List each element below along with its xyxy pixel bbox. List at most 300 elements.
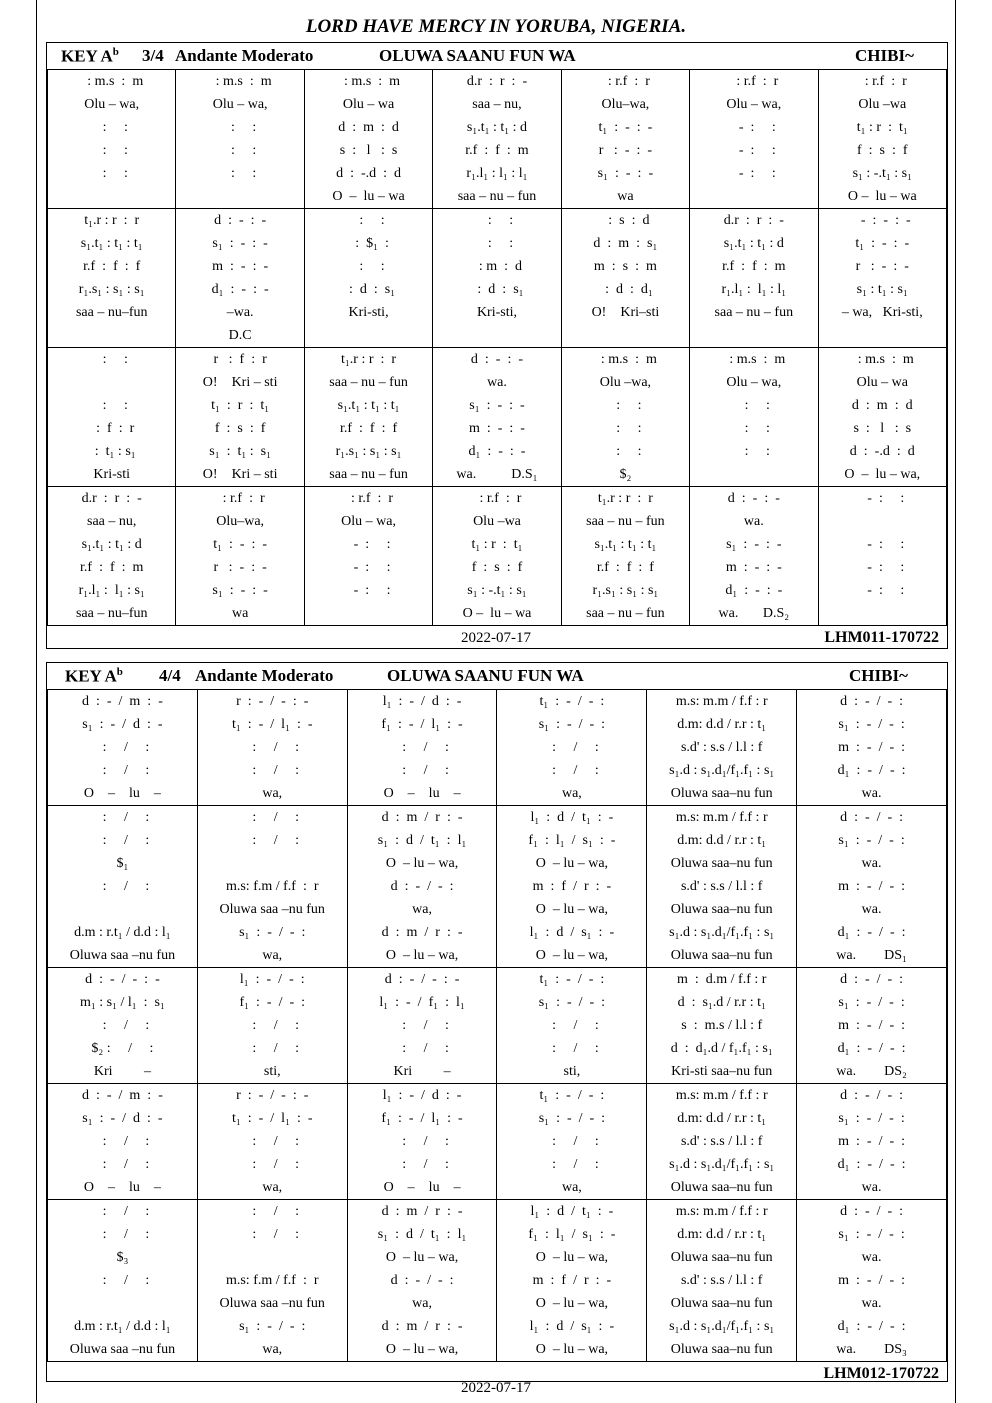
solfa-line: d.r : r : - [81, 491, 142, 506]
key-flat: b [116, 666, 123, 678]
page-title: LORD HAVE MERCY IN YORUBA, NIGERIA. [305, 16, 687, 37]
solfa-line [562, 324, 689, 347]
solfa-line: s₁ : - / - : [538, 1111, 606, 1126]
measure-cell [561, 348, 689, 487]
measure-cell [176, 209, 304, 348]
solfa-line: $₃ [116, 1250, 129, 1265]
measure-cell [347, 806, 497, 968]
solfa-line: : $₁ : [348, 236, 389, 251]
solfa-line: l₁ : - / f₁ : l₁ [379, 995, 465, 1010]
solfa-line: s.d' : s.s / l.l : f [680, 1273, 763, 1288]
solfa-line: d.r : r : - [466, 74, 528, 89]
solfa-line: : / : [95, 1018, 150, 1033]
solfa-line: saa – nu – fun [329, 375, 408, 390]
solfa-line: m.s: m.m / f.f : r [675, 1088, 768, 1103]
solfa-line: m : f / r : - [532, 879, 612, 894]
measure-cell [304, 348, 432, 487]
song-title: OLUWA SAANU FUN WA [379, 46, 576, 65]
music-sheet-4-4 [46, 662, 948, 1382]
solfa-line: r.f : f : m [722, 259, 786, 274]
solfa-line: : r.f : r [215, 491, 265, 506]
solfa-line: m : s : m [593, 259, 657, 274]
solfa-line: : : [95, 120, 128, 135]
solfa-line: : s : d [601, 213, 650, 228]
measure-cell [561, 209, 689, 348]
measure-cell [433, 209, 561, 348]
solfa-line: : / : [95, 810, 150, 825]
solfa-line: : / : [245, 763, 300, 778]
solfa-line: : / : [95, 833, 150, 848]
solfa-line: wa. DS₃ [836, 1342, 907, 1357]
solfa-line: m.s: m.m / f.f : r [675, 1204, 768, 1219]
sheet-code: LHM011-170722 [824, 629, 939, 646]
solfa-line: d.m: d.d / r.r : t₁ [677, 717, 767, 732]
composer: CHIBI~ [849, 666, 908, 685]
solfa-line: sti, [563, 1064, 581, 1079]
solfa-line: : / : [245, 1018, 300, 1033]
solfa-line: d₁ : - / - : [837, 763, 906, 778]
solfa-line: wa, [412, 902, 432, 917]
solfa-line: O – lu – wa, [535, 1342, 609, 1357]
solfa-line: wa, [561, 786, 582, 801]
solfa-line: : : [737, 444, 770, 459]
solfa-line: O – lu – [83, 1180, 161, 1195]
solfa-line: r.f : f : m [465, 143, 529, 158]
solfa-line: s₁.t₁ : t₁ : t₁ [337, 398, 400, 413]
solfa-line: s₁ : - / d : - [82, 717, 163, 732]
solfa-line: Oluwa saa–nu fun [670, 1180, 773, 1195]
key-flat: b [112, 46, 119, 58]
solfa-line: t₁ : - : - [213, 537, 268, 552]
measure-cell [347, 1084, 497, 1200]
solfa-line: : / : [95, 879, 150, 894]
solfa-line: D.C [228, 328, 252, 343]
solfa-line: saa – nu – fun [329, 467, 408, 482]
solfa-line: saa – nu–fun [75, 606, 148, 621]
solfa-line: l₁ : d / s₁ : - [529, 1319, 615, 1334]
measure-cell [176, 70, 304, 209]
solfa-line: m : - : - [212, 259, 269, 274]
solfa-line: s₁ : t₁ : s₁ [856, 282, 908, 297]
solfa-line: : : [480, 236, 514, 251]
solfa-line: s₁ : - / - : [838, 833, 905, 848]
solfa-line: sti, [263, 1064, 281, 1079]
solfa-line: s₁ : - : - [212, 236, 268, 251]
solfa-line [819, 510, 946, 533]
tempo-marking: Andante Moderato [175, 46, 314, 65]
measure-cell [690, 70, 818, 209]
solfa-line: s₁ : - / - : [838, 717, 905, 732]
solfa-line [305, 324, 432, 347]
solfa-line: s₁ : - : - [469, 398, 525, 413]
solfa-line: Kri – [393, 1064, 451, 1079]
measure-cell [433, 348, 561, 487]
solfa-line: : : [609, 398, 642, 413]
solfa-line: : : [737, 398, 770, 413]
solfa-line: wa, [412, 1296, 432, 1311]
solfa-line: : m.s : m [337, 74, 401, 89]
solfa-line: : m.s : m [850, 352, 914, 367]
solfa-line: O – lu – wa, [385, 1342, 459, 1357]
solfa-line: d₁ : - : - [725, 583, 783, 598]
solfa-line: Olu – wa, [341, 514, 396, 529]
solfa-line: s₁.d : s₁.d₁/f₁.f₁ : s₁ [669, 763, 775, 778]
solfa-line: d : - / - : [840, 810, 904, 825]
solfa-line: : / : [545, 763, 599, 778]
solfa-line: d.m : r.t₁ / d.d : l₁ [74, 1319, 171, 1334]
solfa-line: Kri-sti, [476, 305, 517, 320]
solfa-line: : / : [395, 1157, 449, 1172]
solfa-line: r.f : f : f [83, 259, 141, 274]
solfa-line: m.s: f.m / f.f : r [225, 1273, 319, 1288]
solfa-line: : t₁ : s₁ [87, 444, 136, 459]
measure-cell [797, 806, 947, 968]
solfa-line: r₁.l₁ : l₁ : l₁ [466, 166, 528, 181]
solfa-line: wa. [487, 375, 507, 390]
system-row [48, 348, 947, 487]
solfa-line: wa, [262, 1180, 283, 1195]
solfa-line: s₁ : - / - : [538, 995, 606, 1010]
solfa-line: : : [95, 352, 128, 367]
measure-cell [647, 806, 797, 968]
solfa-line: d : - : - [470, 352, 524, 367]
solfa-line: : f : r [89, 421, 135, 436]
solfa-line: : : [223, 166, 257, 181]
solfa-line: d : - / - : [840, 694, 904, 709]
solfa-line: t₁ : r : t₁ [856, 120, 908, 135]
solfa-line: saa – nu – fun [457, 189, 537, 204]
solfa-line: d : - / - : [390, 1273, 454, 1288]
solfa-line: r : - : - [855, 259, 909, 274]
measure-cell [197, 1084, 347, 1200]
solfa-line: d₁ : - / - : [837, 1319, 906, 1334]
solfa-line: - : : [860, 537, 905, 552]
solfa-line: d : - / m : - [81, 1088, 163, 1103]
solfa-line: m : - / - : [838, 1134, 906, 1149]
measure-cell [647, 1084, 797, 1200]
solfa-line: f₁ : - / - : [239, 995, 306, 1010]
solfa-line: : / : [245, 740, 300, 755]
solfa-line: : / : [395, 1018, 449, 1033]
solfa-line: : : [609, 444, 642, 459]
solfa-line: : / : [245, 833, 300, 848]
solfa-line: wa [617, 189, 634, 204]
solfa-line: d : - / - : - [384, 972, 460, 987]
solfa-line: l₁ : - / d : - [382, 1088, 462, 1103]
solfa-line: - : : [860, 583, 905, 598]
solfa-line: s₁ : - / - : [838, 1227, 905, 1242]
solfa-line: Olu –wa [858, 97, 907, 112]
solfa-line: wa, [561, 1180, 582, 1195]
solfa-line: f : s : f [471, 560, 523, 575]
solfa-line: O – lu – wa, [535, 948, 609, 963]
solfa-line: O! Kri – sti [202, 467, 278, 482]
solfa-line: d : m / r : - [381, 925, 463, 940]
measure-cell [304, 209, 432, 348]
measure-cell [497, 968, 647, 1084]
measure-cell [347, 1200, 497, 1362]
solfa-line: : r.f : r [857, 74, 907, 89]
solfa-line: d : s₁.d / r.r : t₁ [677, 995, 766, 1010]
measure-cell [347, 968, 497, 1084]
solfa-line: : : [95, 398, 128, 413]
solfa-line: : r.f : r [344, 491, 394, 506]
solfa-line: : / : [545, 1134, 599, 1149]
measure-cell [690, 348, 818, 487]
solfa-line: r₁.l₁ : l₁ : s₁ [78, 583, 145, 598]
solfa-line: s₁.t₁ : t₁ : d [723, 236, 784, 251]
solfa-line: wa. [743, 514, 764, 529]
solfa-line: s₁ : d / t₁ : l₁ [377, 833, 467, 848]
solfa-line: O – lu – [83, 786, 161, 801]
solfa-line: : / : [395, 1134, 449, 1149]
solfa-line: l₁ : - / d : - [382, 694, 462, 709]
music-sheet-3-4 [46, 42, 948, 649]
solfa-line: t₁ : - / l₁ : - [231, 717, 313, 732]
solfa-line: : d : s₁ [470, 282, 524, 297]
solfa-line: f : s : f [856, 143, 908, 158]
solfa-line: t₁.r : r : r [597, 491, 653, 506]
solfa-line: t₁ : - : - [598, 120, 653, 135]
solfa-line: Oluwa saa–nu fun [670, 856, 773, 871]
measure-cell [48, 806, 198, 968]
system-row [48, 968, 947, 1084]
measure-cell [197, 806, 347, 968]
solfa-line: wa. D.S₂ [718, 606, 790, 621]
solfa-line: d : m : s₁ [593, 236, 658, 251]
solfa-line [690, 324, 817, 347]
solfa-line: d : - : - [214, 213, 267, 228]
solfa-line: t₁ : - / l₁ : - [231, 1111, 313, 1126]
solfa-line: r : - / - : - [236, 694, 309, 709]
solfa-line: d.m: d.d / r.r : t₁ [677, 833, 767, 848]
solfa-line: O! Kri–sti [591, 305, 660, 320]
solfa-line: : / : [245, 1204, 300, 1219]
solfa-line: d₁ : - / - : [837, 925, 906, 940]
solfa-line: r : - : - [598, 143, 653, 158]
measure-cell [48, 70, 176, 209]
solfa-line [305, 602, 432, 625]
solfa-line: : / : [545, 1018, 599, 1033]
solfa-line: Olu –wa [473, 514, 521, 529]
solfa-line: –wa. [226, 305, 254, 320]
solfa-line: s₁.t₁ : t₁ : t₁ [594, 537, 657, 552]
tonic-solfa-grid [47, 689, 947, 1362]
solfa-line: s₁ : - / - : [838, 1111, 905, 1126]
measure-cell [176, 348, 304, 487]
solfa-line: Oluwa saa–nu fun [670, 948, 773, 963]
solfa-line: l₁ : d / s₁ : - [529, 925, 615, 940]
solfa-line: d : m : d [338, 120, 399, 135]
solfa-line: : / : [95, 1227, 150, 1242]
solfa-line: : / : [95, 740, 150, 755]
solfa-line: d₁ : - / - : [837, 1157, 906, 1172]
solfa-line: t₁ : - / - : [539, 694, 605, 709]
solfa-line: m.s: m.m / f.f : r [675, 694, 768, 709]
solfa-line: : m : d [471, 259, 523, 274]
solfa-line: $₁ [116, 856, 129, 871]
solfa-line: O! Kri – sti [202, 375, 278, 390]
solfa-line: Oluwa saa–nu fun [670, 902, 773, 917]
solfa-line: t₁.r : r : r [341, 352, 397, 367]
solfa-line: f₁ : - / l₁ : - [381, 1111, 463, 1126]
solfa-line: Kri-sti, [348, 305, 389, 320]
measure-cell [818, 209, 946, 348]
solfa-line: wa. [861, 856, 882, 871]
solfa-line: - : : [860, 491, 905, 506]
solfa-line: t₁ : r : t₁ [471, 537, 523, 552]
solfa-line: s₁.d : s₁.d₁/f₁.f₁ : s₁ [669, 1157, 775, 1172]
solfa-line: : : [95, 143, 128, 158]
solfa-line: Olu – wa, [726, 375, 782, 390]
solfa-line: s₁ : - : - [597, 166, 654, 181]
solfa-line: saa – nu, [87, 514, 137, 529]
solfa-line: r₁.s₁ : s₁ : s₁ [335, 444, 402, 459]
solfa-line: Oluwa saa–nu fun [670, 1296, 773, 1311]
solfa-line: Oluwa saa –nu fun [219, 902, 325, 917]
solfa-line: : d : s₁ [342, 282, 396, 297]
sheet-code: LHM012-170722 [823, 1365, 939, 1382]
solfa-line: : / : [395, 740, 449, 755]
solfa-line: : r.f : r [729, 74, 779, 89]
measure-cell [197, 690, 347, 806]
solfa-line: Oluwa saa –nu fun [219, 1296, 325, 1311]
system-row [48, 1084, 947, 1200]
key-signature [61, 46, 119, 67]
solfa-line: saa – nu, [472, 97, 522, 112]
solfa-line: d : -.d : d [336, 166, 402, 181]
sheet-date: 2022-07-17 [461, 1380, 531, 1396]
measure-cell [304, 70, 432, 209]
solfa-line: Olu–wa, [216, 514, 265, 529]
measure-cell [561, 70, 689, 209]
solfa-line: d : d₁.d / f₁.f₁ : s₁ [670, 1041, 773, 1056]
solfa-line: O – lu – wa, [535, 902, 609, 917]
solfa-line: wa, [262, 948, 283, 963]
solfa-line [433, 324, 560, 347]
solfa-line: wa. [861, 1180, 882, 1195]
measure-cell [433, 70, 561, 209]
solfa-line: t₁ : - / - : [539, 1088, 605, 1103]
solfa-line: O – lu – wa, [385, 1250, 459, 1265]
solfa-line [48, 898, 197, 921]
solfa-line: d : m / r : - [381, 810, 463, 825]
solfa-line: O – lu – wa, [535, 1296, 609, 1311]
solfa-line [198, 1246, 347, 1269]
solfa-line: Kri – [93, 1064, 151, 1079]
measure-cell [690, 487, 818, 626]
solfa-line: : / : [395, 763, 449, 778]
solfa-line: s₁ : - / - : [239, 1319, 306, 1334]
solfa-line: : : [95, 166, 128, 181]
solfa-line: s : m.s / l.l : f [681, 1018, 763, 1033]
solfa-line: s₁ : -.t₁ : s₁ [467, 583, 527, 598]
solfa-line: - : : [346, 583, 391, 598]
solfa-line: : r.f : r [472, 491, 522, 506]
solfa-line: : d : d₁ [598, 282, 653, 297]
solfa-line: m : f / r : - [532, 1273, 612, 1288]
solfa-line: : / : [245, 1134, 300, 1149]
solfa-line: t₁.r : r : r [84, 213, 140, 228]
solfa-line: O – lu – [383, 786, 461, 801]
system-row [48, 690, 947, 806]
solfa-line: Olu –wa, [599, 375, 652, 390]
measure-cell [647, 968, 797, 1084]
solfa-line [819, 324, 946, 347]
solfa-line: O – lu – wa, [385, 856, 459, 871]
solfa-line: Olu – wa, [726, 97, 782, 112]
solfa-line: : / : [245, 1157, 300, 1172]
measure-cell [497, 1084, 647, 1200]
solfa-line [690, 185, 817, 208]
solfa-line: : / : [95, 1134, 150, 1149]
solfa-line: s : l : s [853, 421, 912, 436]
key-signature [65, 666, 123, 687]
solfa-line: r : - / - : - [236, 1088, 309, 1103]
solfa-line: d : m / r : - [381, 1319, 463, 1334]
measure-cell [304, 487, 432, 626]
solfa-line: : : [352, 213, 385, 228]
measure-cell [433, 487, 561, 626]
solfa-line: d.m: d.d / r.r : t₁ [677, 1227, 767, 1242]
solfa-line [48, 185, 175, 208]
measure-cell [818, 348, 946, 487]
time-signature: 4/4 [159, 666, 181, 685]
solfa-line: s.d' : s.s / l.l : f [680, 740, 763, 755]
solfa-line: Olu – wa, [84, 97, 140, 112]
solfa-line: r.f : f : f [339, 421, 398, 436]
solfa-line: f : s : f [214, 421, 266, 436]
solfa-line: - : - : - [853, 213, 911, 228]
solfa-line: : / : [95, 763, 150, 778]
solfa-line: r : f : r [213, 352, 267, 367]
solfa-line: : / : [245, 1227, 300, 1242]
solfa-line: O – lu – [383, 1180, 461, 1195]
solfa-line: : m.s : m [593, 352, 657, 367]
solfa-line: s.d' : s.s / l.l : f [680, 879, 763, 894]
solfa-line: wa. D.S₁ [456, 467, 538, 482]
system-row [48, 487, 947, 626]
solfa-line: wa [231, 606, 249, 621]
solfa-line: : : [223, 143, 257, 158]
solfa-line: d₁ : - / - : [837, 1041, 906, 1056]
solfa-line: - : : [346, 537, 391, 552]
solfa-line: - : : [860, 560, 905, 575]
solfa-line: s₁ : - : - [212, 583, 268, 598]
solfa-line: f₁ : l₁ / s₁ : - [528, 833, 616, 848]
solfa-line: Oluwa saa –nu fun [69, 948, 176, 963]
solfa-line: saa – nu – fun [586, 606, 665, 621]
solfa-line: m : - / - : [838, 740, 906, 755]
solfa-line: wa. [861, 786, 882, 801]
song-title: OLUWA SAANU FUN WA [387, 666, 584, 685]
solfa-line: O – lu – wa, [844, 467, 921, 482]
solfa-line: Oluwa saa–nu fun [670, 1342, 773, 1357]
solfa-line: l₁ : d / t₁ : - [530, 810, 614, 825]
page-left-rule [36, 0, 37, 1403]
solfa-line: t₁ : r : t₁ [211, 398, 270, 413]
solfa-line: m.s: f.m / f.f : r [225, 879, 319, 894]
solfa-line: s₁ : - / - : [538, 717, 606, 732]
measure-cell [197, 1200, 347, 1362]
measure-cell [647, 690, 797, 806]
measure-cell [797, 968, 947, 1084]
key-label: KEY A [61, 46, 113, 66]
solfa-line: m : d.m / f.f : r [677, 972, 767, 987]
solfa-line: : : [737, 421, 770, 436]
solfa-line: Kri-sti [93, 467, 130, 482]
tempo-marking: Andante Moderato [195, 666, 334, 685]
